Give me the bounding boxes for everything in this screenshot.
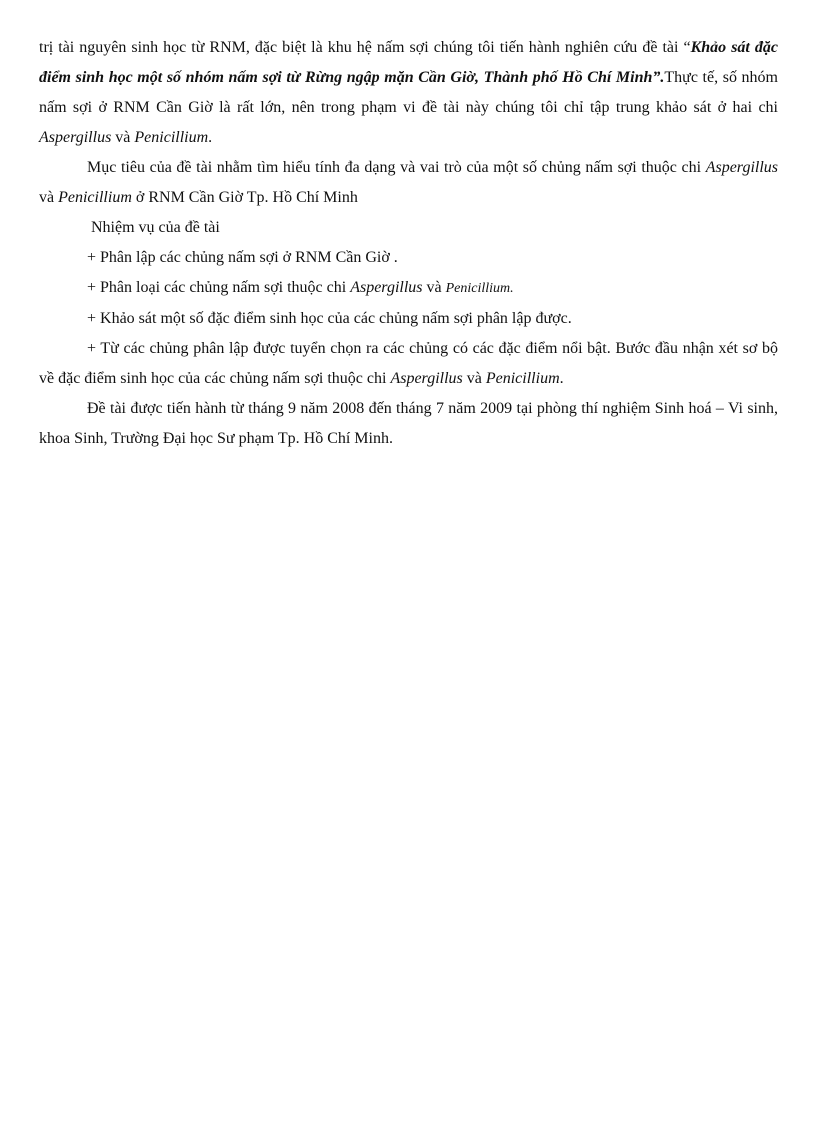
task-text: + Phân loại các chủng nấm sợi thuộc chi [87, 279, 351, 296]
tasks-heading: Nhiệm vụ của đề tài [91, 219, 220, 236]
task-item-isolate: + Phân lập các chủng nấm sợi ở RNM Cần Giờ . [87, 249, 398, 266]
conjunction-text: và [422, 279, 446, 296]
intro-paragraph [39, 33, 778, 153]
genus-name: Aspergillus [350, 279, 423, 296]
genus-name: Penicillium. [445, 281, 514, 296]
objective-location-text: ở RNM Cần Giờ Tp. Hồ Chí Minh [131, 189, 358, 206]
timeline-paragraph: Đề tài được tiến hành từ tháng 9 năm 2008 đến tháng 7 năm 2009 tại phòng thí nghiệm Sinh hoá – Vi sinh, khoa Sinh, Trường Đại học Sư phạm Tp. Hồ Chí Minh. [39, 400, 778, 447]
objective-paragraph [39, 153, 778, 213]
genus-name: Aspergillus [39, 129, 112, 146]
genus-name: Aspergillus [705, 159, 778, 176]
task-text: + Từ các chủng phân lập được tuyển chọn ra các chủng có các đặc điểm nổi bật. Bước đầu nhận xét sơ bộ về đặc điểm sinh học của các chủng nấm sợi thuộc chi [39, 340, 778, 387]
intro-text: Thực tế, số nhóm nấm sợi ở RNM Cần Giờ là rất lớn, nên trong phạm vi đề tài này chúng tôi chỉ tập trung khảo sát ở hai chi [39, 69, 779, 116]
period-text: . [208, 129, 213, 146]
intro-lead-text: trị tài nguyên sinh học từ RNM, đặc biệt là khu hệ nấm sợi chúng tôi tiến hành nghiên cứu đề tài “ [39, 39, 691, 56]
conjunction-text: và [462, 370, 486, 387]
genus-name: Penicillium [58, 189, 132, 206]
task-item-survey: + Khảo sát một số đặc điểm sinh học của các chủng nấm sợi phân lập được. [87, 310, 572, 327]
task-item-select [39, 334, 778, 394]
genus-name: Penicillium [134, 129, 209, 146]
conjunction-text: và [39, 189, 59, 206]
document-page [39, 33, 778, 454]
period-text: . [559, 370, 564, 387]
genus-name: Aspergillus [390, 370, 463, 387]
genus-name: Penicillium [485, 370, 560, 387]
thesis-title: Khảo sát đặc điểm sinh học một số nhóm nấm sợi từ Rừng ngập mặn Cần Giờ, Thành phố Hồ Chí Minh”. [39, 39, 779, 86]
task-item-classify [39, 273, 778, 304]
objective-text: Mục tiêu của đề tài nhằm tìm hiểu tính đa dạng và vai trò của một số chủng nấm sợi thuộc chi [87, 159, 706, 176]
conjunction-text: và [111, 129, 135, 146]
